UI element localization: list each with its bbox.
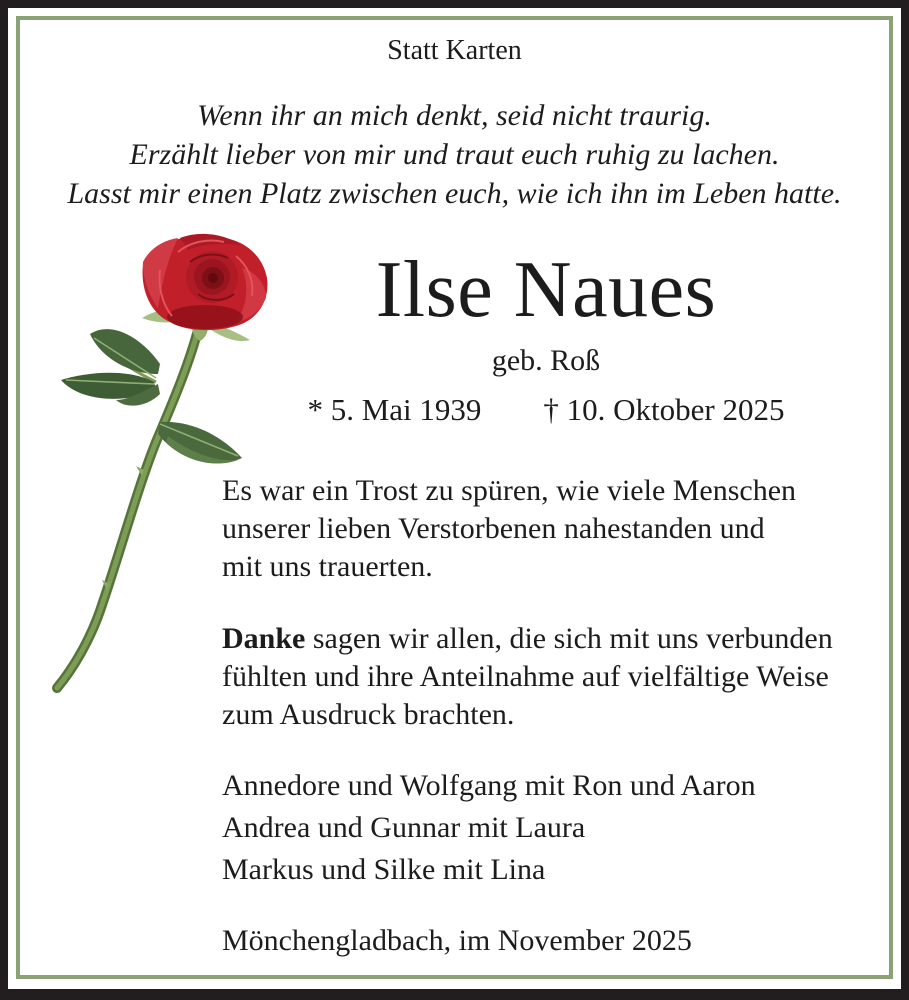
death-date: † 10. Oktober 2025 <box>543 392 785 427</box>
paragraph-line <box>222 620 870 658</box>
thanks-paragraph <box>222 620 870 734</box>
poem <box>0 96 909 213</box>
maiden-name: geb. Roß <box>491 344 601 377</box>
notice-header: Statt Karten <box>387 35 522 66</box>
family-line: Annedore und Wolfgang mit Ron und Aaron <box>222 769 756 802</box>
family-names <box>222 765 870 891</box>
thanks-line-rest: sagen wir allen, die sich mit uns verbunden <box>305 622 833 655</box>
life-dates <box>222 394 870 425</box>
poem-line: Erzählt lieber von mir und traut euch ruhig zu lachen. <box>129 138 780 171</box>
paragraph-line: mit uns trauerten. <box>222 550 433 583</box>
paragraph-line: Es war ein Trost zu spüren, wie viele Menschen <box>222 474 797 507</box>
condolence-paragraph <box>222 472 870 586</box>
paragraph-line: zum Ausdruck brachten. <box>222 698 515 731</box>
family-line: Andrea und Gunnar mit Laura <box>222 811 586 844</box>
poem-line: Wenn ihr an mich denkt, seid nicht traurig. <box>197 99 712 132</box>
thanks-bold-word: Danke <box>222 622 306 655</box>
poem-line: Lasst mir einen Platz zwischen euch, wie ich ihn im Leben hatte. <box>67 177 842 210</box>
paragraph-line: unserer lieben Verstorbenen nahestanden und <box>222 512 765 545</box>
deceased-name: Ilse Naues <box>375 246 717 334</box>
paragraph-line: fühlten und ihre Anteilnahme auf vielfältige Weise <box>222 660 829 693</box>
birth-date: * 5. Mai 1939 <box>307 392 482 427</box>
family-line: Markus und Silke mit Lina <box>222 853 546 886</box>
closing-line: Mönchengladbach, im November 2025 <box>222 924 692 957</box>
